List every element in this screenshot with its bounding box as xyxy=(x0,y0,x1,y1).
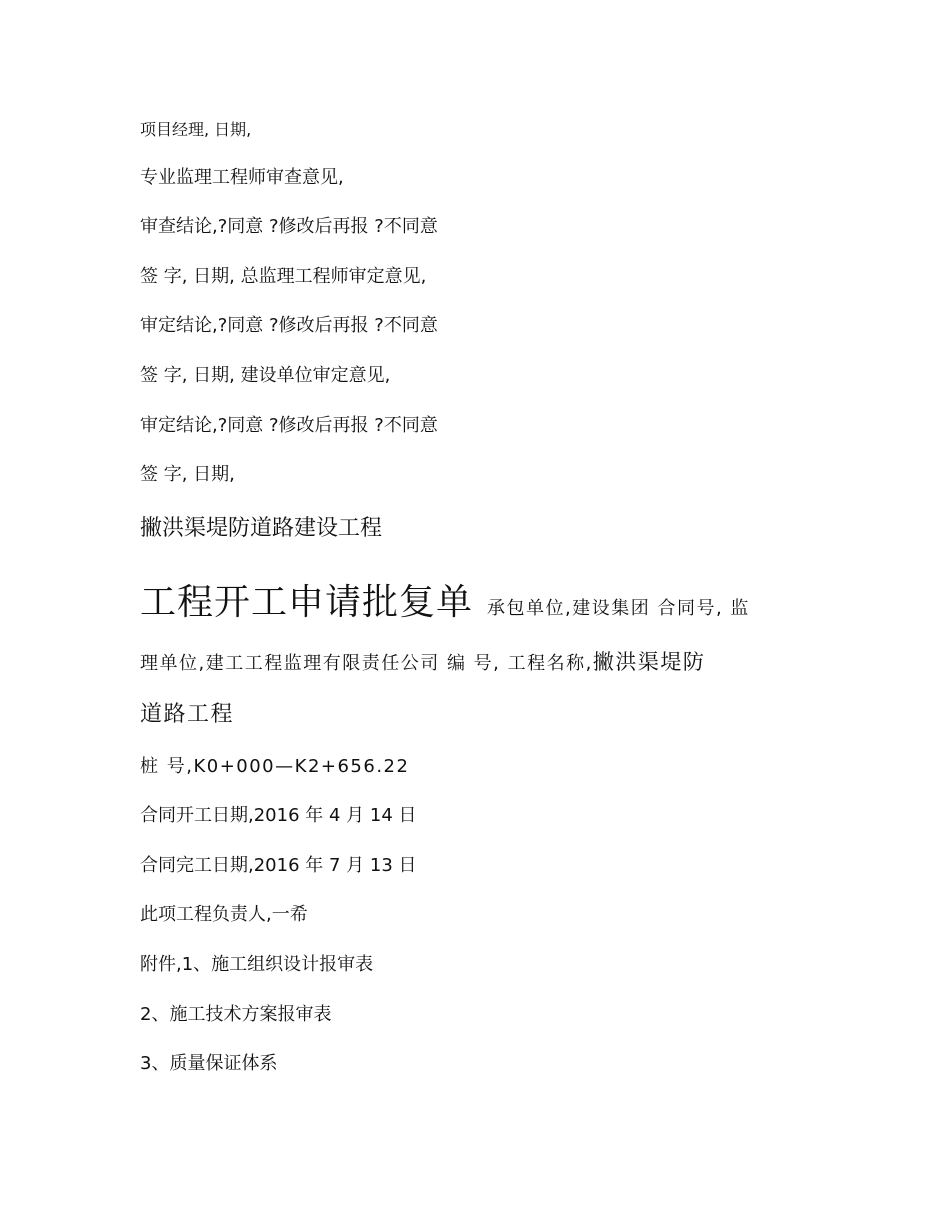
attachment-3-line: 3、质量保证体系 xyxy=(140,1053,278,1074)
project-manager-date-line: 项目经理, 日期, xyxy=(140,120,252,139)
contractor-contract-text: 承包单位,建设集团 合同号, 监 xyxy=(487,598,750,619)
approval-conclusion-line-1: 审定结论,?同意 ?修改后再报 ?不同意 xyxy=(140,315,438,336)
contract-start-date-line: 合同开工日期,2016 年 4 月 14 日 xyxy=(140,805,417,826)
project-name-part1: 撇洪渠堤防 xyxy=(592,650,706,674)
supervisor-review-opinion-line: 专业监理工程师审查意见, xyxy=(140,167,344,188)
signature-owner-opinion-line: 签 字, 日期, 建设单位审定意见, xyxy=(140,365,391,386)
project-heading: 撇洪渠堤防道路建设工程 xyxy=(140,516,383,541)
paragraph-line-2 xyxy=(140,646,705,676)
contract-end-date-line: 合同完工日期,2016 年 7 月 13 日 xyxy=(140,855,417,876)
title-line xyxy=(140,574,750,625)
pile-number-line: 桩 号,K0+000—K2+656.22 xyxy=(140,756,410,777)
attachment-2-line: 2、施工技术方案报审表 xyxy=(140,1004,332,1025)
approval-conclusion-line-2: 审定结论,?同意 ?修改后再报 ?不同意 xyxy=(140,415,438,436)
project-name-part2: 道路工程 xyxy=(140,702,235,727)
signature-chief-supervisor-line: 签 字, 日期, 总监理工程师审定意见, xyxy=(140,266,427,287)
page-title: 工程开工申请批复单 xyxy=(140,582,474,623)
review-conclusion-line: 审查结论,?同意 ?修改后再报 ?不同意 xyxy=(140,216,438,237)
project-leader-line: 此项工程负责人,一希 xyxy=(140,904,308,925)
attachment-1-line: 附件,1、施工组织设计报审表 xyxy=(140,954,374,975)
signature-date-line: 签 字, 日期, xyxy=(140,464,235,485)
supervisor-unit-text: 理单位,建工工程监理有限责任公司 编 号, 工程名称, xyxy=(140,653,593,674)
